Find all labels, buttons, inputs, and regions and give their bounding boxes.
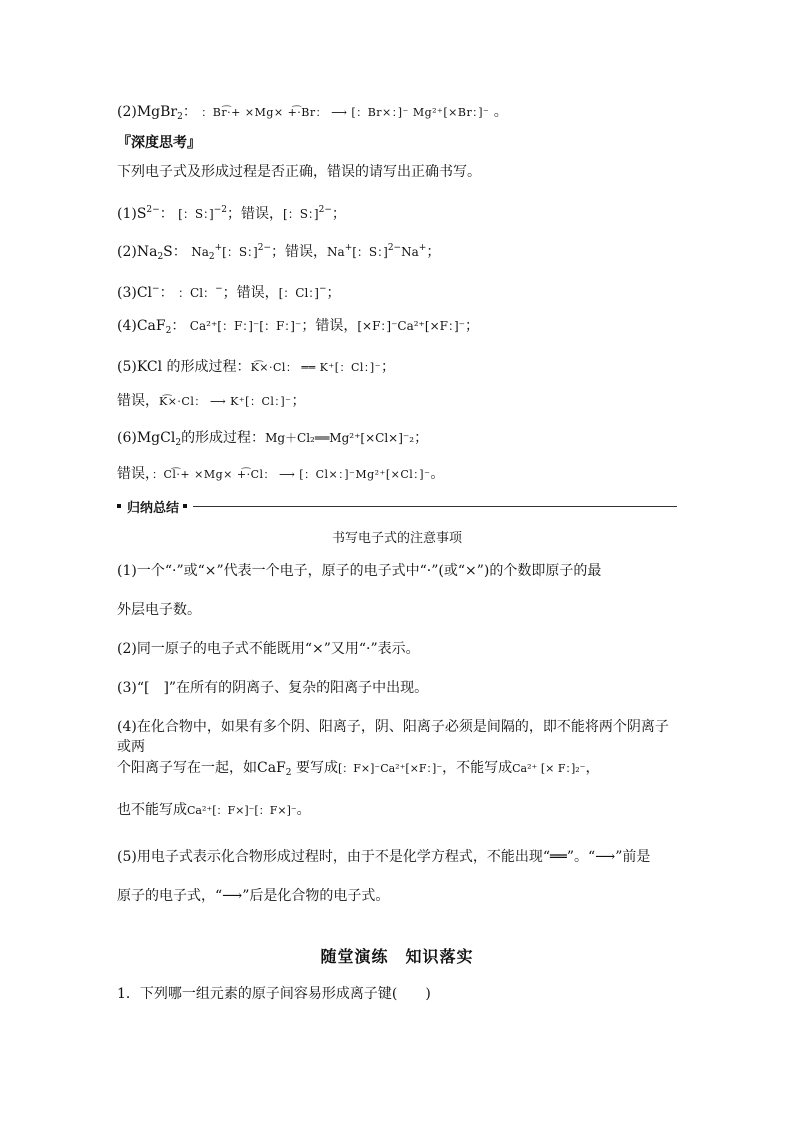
q2-end: ； [426, 244, 441, 260]
q1-right-charge: 2− [318, 205, 332, 215]
q1-end: ； [331, 206, 346, 222]
summary-bar [117, 497, 677, 517]
deep-think-heading: 『深度思考』 [117, 135, 201, 151]
q4-wrong-formula: Ca²⁺[：F：]⁻[：F：]⁻ [189, 319, 302, 333]
q2-right-cation-sup: + [344, 243, 353, 253]
q4-end: ； [464, 318, 479, 334]
question-1 [117, 200, 346, 224]
q2-wrong-cation-sup: + [214, 243, 223, 253]
q4-label-sub: 2 [165, 326, 172, 336]
q4-label: (4)CaF [117, 318, 166, 334]
p4-text-a: 个阳离子写在一起，如CaF [117, 760, 286, 776]
q5-label: (5)KCl 的形成过程： [117, 359, 251, 375]
q4-verdict: ；错误， [301, 318, 358, 334]
summary-p1-line2: 外层电子数。 [117, 602, 201, 618]
q3-label-sup: − [152, 284, 160, 294]
q5-end: ； [381, 359, 396, 375]
summary-p5-line2: 原子的电子式，“⟶”后是化合物的电子式。 [117, 888, 390, 904]
summary-p3: (3)“[ ]”在所有的阴离子、复杂的阳离子中出现。 [117, 680, 429, 696]
summary-title: 书写电子式的注意事项 [331, 531, 462, 546]
q2-wrong-charge: 2− [257, 243, 272, 253]
q1-colon: ： [159, 206, 174, 222]
p4-text-b: 要写成 [291, 760, 338, 776]
p4-text-c: ，不能写成 [442, 760, 513, 776]
q2-wrong-formula: [：S：] [222, 245, 258, 259]
q2-right-cation-2: Na [401, 245, 419, 259]
q1-wrong-charge: −2 [213, 205, 228, 215]
q1-label: (1)S [117, 206, 147, 222]
question-5 [117, 357, 395, 378]
q2-wrong-cation-sub: 2 [208, 252, 215, 262]
summary-label: 归纳总结 [127, 501, 180, 516]
practice-question-1: 1．下列哪一组元素的原子间容易形成离子键( ) [117, 986, 431, 1002]
q2-right-charge: 2− [387, 243, 402, 253]
q3-end: ； [326, 285, 341, 301]
item-label-sub: 2 [177, 112, 183, 122]
item-label: (2)MgBr [117, 104, 178, 120]
q2-right-cation-2-sup: + [418, 243, 427, 253]
q5-right-formula: K͡×·Cl： ⟶ K⁺[：Cl：]⁻ [159, 395, 292, 408]
q6-end: ； [414, 430, 429, 446]
q3-wrong-formula: ：Cl： [178, 286, 216, 300]
q1-verdict: ；错误， [227, 206, 284, 222]
q5-wrong-formula: K͡×·Cl： ══ K⁺[：Cl：]⁻ [250, 361, 382, 374]
p4-text-f: 。 [296, 802, 311, 818]
question-6 [117, 428, 428, 453]
q6-end2: 。 [430, 466, 445, 482]
question-2 [117, 238, 440, 267]
q3-colon: ： [159, 285, 174, 301]
q3-right-formula: [：Cl：] [278, 286, 319, 300]
q4-right-formula: [×F：]⁻Ca²⁺[×F：]⁻ [357, 319, 465, 333]
q2-right-cation: Na [327, 245, 345, 259]
q3-wrong-charge: − [215, 284, 223, 294]
item-label-colon: ： [182, 104, 197, 120]
practice-title: 随堂演练 知识落实 [320, 947, 474, 966]
summary-p4-line1: (4)在化合物中，如果有多个阴、阳离子，阴、阳离子必须是间隔的，即不能将两个阴离子或两 [117, 719, 669, 755]
q6-right-formula: ：Cl͡·+ ×Mg× +͡·Cl： ⟶ [：Cl×：]⁻Mg²⁺[×Cl：]⁻ [152, 468, 431, 481]
q4-colon: ： [171, 318, 186, 334]
question-4 [117, 316, 479, 341]
question-5-correction [117, 391, 305, 412]
summary-p5-line1: (5)用电子式表示化合物形成过程时，由于不是化学方程式，不能出现“══”。“⟶”前是 [117, 849, 651, 865]
summary-p4-line2 [117, 758, 599, 783]
q2-label-tail: S： [163, 244, 187, 260]
summary-bullet-icon-2 [183, 504, 187, 508]
q6-wrong-formula: Mg＋Cl₂══Mg²⁺[×Cl×]⁻₂ [265, 431, 415, 445]
q2-verdict: ；错误， [271, 244, 328, 260]
p4-text-d: ， [585, 760, 600, 776]
q3-label: (3)Cl [117, 285, 153, 301]
q2-right-formula: [：S：] [352, 245, 388, 259]
q6-label-sub: 2 [175, 438, 182, 448]
p4-text-e: 也不能写成 [117, 802, 187, 818]
p4-correct-formula: [：F×]⁻Ca²⁺[×F：]⁻ [337, 762, 443, 775]
p4-wrong-formula-2: Ca²⁺[：F×]⁻[：F×]⁻ [187, 804, 297, 817]
summary-p2: (2)同一原子的电子式不能既用“×”又用“·”表示。 [117, 641, 420, 657]
deep-think-intro: 下列电子式及形成过程是否正确，错误的请写出正确书写。 [117, 164, 481, 180]
q5-end2: ； [291, 393, 306, 409]
q2-wrong-cation: Na [191, 245, 209, 259]
p4-text-sub: 2 [285, 768, 292, 778]
q1-right-formula: [：S：] [283, 207, 319, 221]
q5-verdict: 错误， [117, 393, 159, 409]
item-end: 。 [493, 104, 508, 120]
question-6-correction [117, 464, 444, 485]
summary-p4-line3 [117, 800, 311, 821]
q2-label: (2)Na [117, 244, 158, 260]
q3-right-charge: − [319, 284, 327, 294]
summary-p1-line1: (1)一个“·”或“×”代表一个电子，原子的电子式中“·”(或“×”)的个数即原子的最 [117, 563, 602, 579]
q6-label: (6)MgCl [117, 430, 176, 446]
q3-verdict: ；错误， [222, 285, 279, 301]
summary-rule [193, 506, 677, 507]
q1-wrong-formula: [：S：] [178, 207, 214, 221]
q2-label-sub: 2 [157, 252, 164, 262]
q6-verdict: 错误， [117, 466, 152, 482]
summary-bullet-icon [117, 504, 121, 508]
question-3 [117, 279, 341, 303]
p4-wrong-formula-1: Ca²⁺ [× F：]₂⁻ [512, 762, 586, 775]
item-mgbr2 [117, 102, 508, 127]
q6-label-tail: 的形成过程： [181, 430, 266, 446]
q1-label-sup: 2− [146, 205, 160, 215]
mgbr2-formation-formula: ：Br͡·+ ×Mg× +͡·Br： ⟶ [：Br×：]⁻ Mg²⁺[×Br：]⁻ [201, 106, 490, 119]
